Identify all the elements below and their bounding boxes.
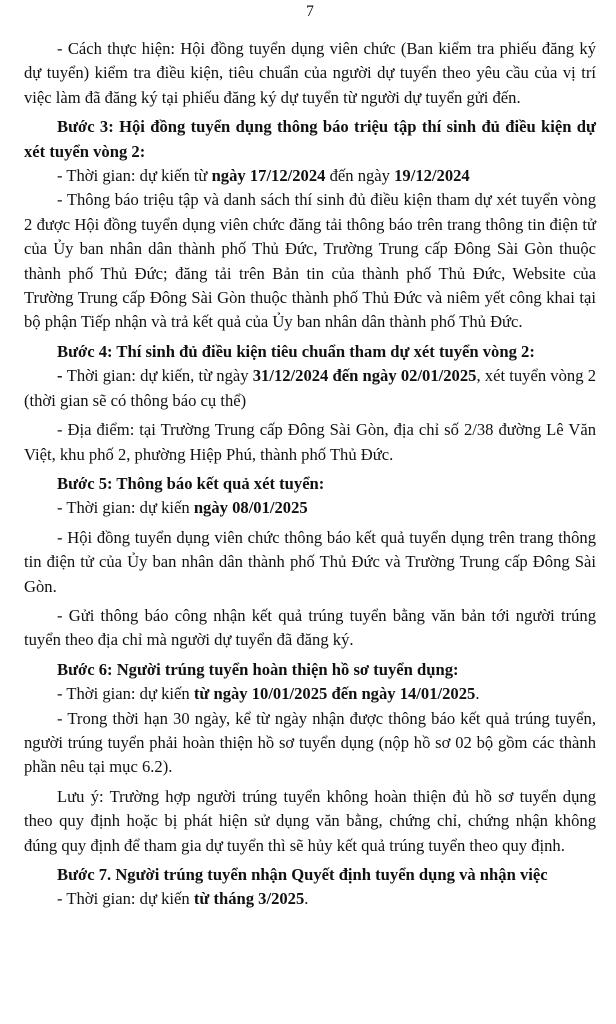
step6-time: - Thời gian: dự kiến từ ngày 10/01/2025 đến ngày 14/01/2025.: [57, 684, 480, 704]
step5-notice: - Hội đồng tuyển dụng viên chức thông báo kết quả tuyển dụng trên trang thông tin điện tử của Ủy ban nhân dân thành phố Thủ Đức và Trường Trung cấp Đông Sài Gòn.: [24, 527, 596, 596]
step6-deadline: - Trong thời hạn 30 ngày, kể từ ngày nhận được thông báo kết quả trúng tuyển, người trúng tuyển phải hoàn thiện hồ sơ tuyển dụng (nộp hồ sơ 02 bộ gồm các thành phần nêu tại mục 6.2).: [24, 708, 596, 777]
step5-time: - Thời gian: dự kiến ngày 08/01/2025: [57, 498, 308, 518]
step3-heading: Bước 3: Hội đồng tuyển dụng thông báo triệu tập thí sinh đủ điều kiện dự xét tuyển vòng 2:: [24, 117, 596, 161]
page-number: 7: [306, 3, 314, 20]
step3-notice: - Thông báo triệu tập và danh sách thí sinh đủ điều kiện tham dự xét tuyển vòng 2 được Hội đồng tuyển dụng viên chức đăng tải thông báo trên trang thông tin điện tử của Ủy ban nhân dân thành phố Thủ Đức, Trường Trung cấp Đông Sài Gòn thuộc thành phố Thủ Đức; đăng tải trên Bản tin của thành phố Thủ Đức, Website của Trường Trung cấp Đông Sài Gòn thuộc thành phố Thủ Đức và niêm yết công khai tại bộ phận Tiếp nhận và trả kết quả của Ủy ban nhân dân thành phố Thủ Đức.: [24, 190, 596, 332]
step4-place: - Địa điểm: tại Trường Trung cấp Đông Sài Gòn, địa chỉ số 2/38 đường Lê Văn Việt, khu phố 2, phường Hiệp Phú, thành phố Thủ Đức.: [24, 420, 596, 464]
step4-time: - Thời gian: dự kiến, từ ngày 31/12/2024 đến ngày 02/01/2025, xét tuyển vòng 2 (thời gian sẽ có thông báo cụ thể): [24, 366, 596, 410]
step4-heading: Bước 4: Thí sinh đủ điều kiện tiêu chuẩn tham dự xét tuyển vòng 2:: [57, 341, 535, 361]
step6-heading: Bước 6: Người trúng tuyển hoàn thiện hồ sơ tuyển dụng:: [57, 659, 459, 679]
step5-heading: Bước 5: Thông báo kết quả xét tuyển:: [57, 473, 325, 493]
step6-note: Lưu ý: Trường hợp người trúng tuyển không hoàn thiện đủ hồ sơ tuyển dụng theo quy định hoặc bị phát hiện sử dụng văn bằng, chứng chỉ, chứng nhận không đúng quy định để tham gia dự tuyển thì sẽ hủy kết quả trúng tuyển theo quy định.: [24, 786, 596, 855]
step7-time: - Thời gian: dự kiến từ tháng 3/2025.: [57, 889, 309, 909]
step3-time: - Thời gian: dự kiến từ ngày 17/12/2024 đến ngày 19/12/2024: [57, 166, 470, 186]
method-paragraph: - Cách thực hiện: Hội đồng tuyển dụng viên chức (Ban kiểm tra phiếu đăng ký dự tuyển) kiểm tra điều kiện, tiêu chuẩn của người dự tuyển theo yêu cầu của vị trí việc làm đã đăng ký tại phiếu đăng ký dự tuyển từ người dự tuyển gửi đến.: [24, 39, 596, 107]
step5-send: - Gửi thông báo công nhận kết quả trúng tuyển bằng văn bản tới người trúng tuyển theo địa chỉ mà người dự tuyển đã đăng ký.: [24, 605, 596, 650]
step7-heading: Bước 7. Người trúng tuyển nhận Quyết định tuyển dụng và nhận việc: [57, 865, 548, 884]
